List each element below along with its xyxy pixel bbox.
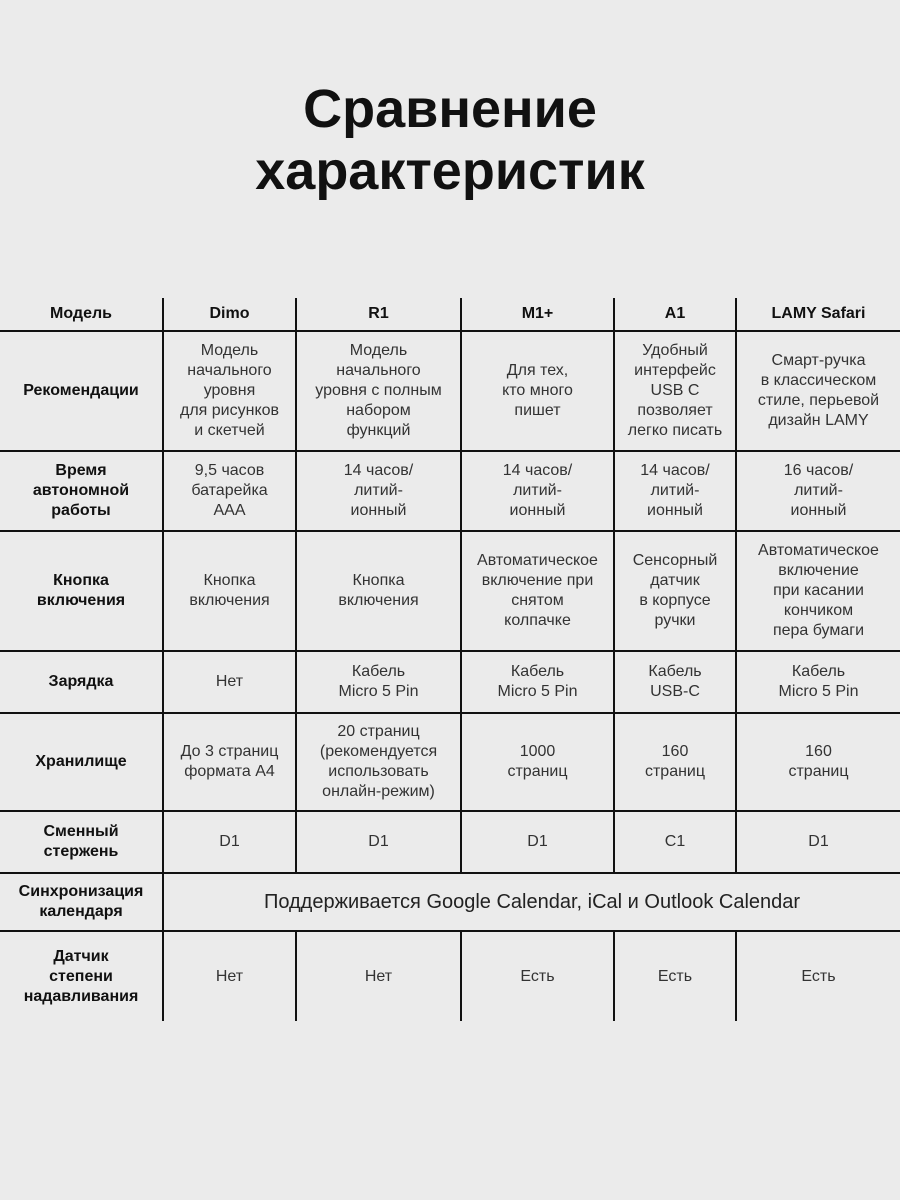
table-cell: Модель начального уровня с полным набором функций <box>296 331 461 451</box>
table-cell: Автоматическое включение при снятом колпачке <box>461 531 614 651</box>
row-refill <box>0 811 900 873</box>
header-model-label: Модель <box>50 305 112 322</box>
row-label: Сменный стержень <box>0 811 163 873</box>
page-title <box>0 78 900 202</box>
row-calendar <box>0 873 900 931</box>
table-cell: Кнопка включения <box>163 531 296 651</box>
table-cell: 1000 страниц <box>461 713 614 811</box>
table-cell: Кабель Micro 5 Pin <box>461 651 614 713</box>
table-cell: Кабель Micro 5 Pin <box>296 651 461 713</box>
table-cell: 14 часов/ литий- ионный <box>296 451 461 531</box>
row-label: Зарядка <box>0 651 163 713</box>
table-cell: C1 <box>614 811 736 873</box>
table-cell: Смарт-ручка в классическом стиле, перьевой дизайн LAMY <box>736 331 900 451</box>
calendar-support-text: Поддерживается Google Calendar, iCal и Outlook Calendar <box>163 873 900 931</box>
table-cell: Автоматическое включение при касании кончиком пера бумаги <box>736 531 900 651</box>
row-charging <box>0 651 900 713</box>
table-cell: 9,5 часов батарейка AAA <box>163 451 296 531</box>
table-cell: Удобный интерфейс USB C позволяет легко писать <box>614 331 736 451</box>
table-cell: D1 <box>736 811 900 873</box>
table-cell: Для тех, кто много пишет <box>461 331 614 451</box>
row-pressure <box>0 931 900 1021</box>
header-m1plus: M1+ <box>461 298 614 331</box>
table-cell: 16 часов/ литий- ионный <box>736 451 900 531</box>
table-cell: Нет <box>163 651 296 713</box>
table-cell: Модель начального уровня для рисунков и скетчей <box>163 331 296 451</box>
row-battery <box>0 451 900 531</box>
row-power-button <box>0 531 900 651</box>
table-cell: 160 страниц <box>614 713 736 811</box>
table-cell: 160 страниц <box>736 713 900 811</box>
row-recommendations <box>0 331 900 451</box>
table-cell: До 3 страниц формата А4 <box>163 713 296 811</box>
row-label: Датчик степени надавливания <box>0 931 163 1021</box>
table-cell: D1 <box>163 811 296 873</box>
table-cell: Сенсорный датчик в корпусе ручки <box>614 531 736 651</box>
table-cell: Есть <box>461 931 614 1021</box>
table-cell: Кабель USB-C <box>614 651 736 713</box>
table-cell: Есть <box>736 931 900 1021</box>
title-line-2: характеристик <box>255 141 645 201</box>
title-line-1: Сравнение <box>303 79 597 139</box>
row-label: Синхронизация календаря <box>0 873 163 931</box>
header-r1: R1 <box>296 298 461 331</box>
row-label: Хранилище <box>0 713 163 811</box>
row-label: Рекомендации <box>0 331 163 451</box>
header-a1: A1 <box>614 298 736 331</box>
comparison-table <box>0 298 900 1021</box>
header-lamy-safari: LAMY Safari <box>736 298 900 331</box>
table-cell: Кабель Micro 5 Pin <box>736 651 900 713</box>
row-storage <box>0 713 900 811</box>
table-cell: Есть <box>614 931 736 1021</box>
table-cell: 14 часов/ литий- ионный <box>461 451 614 531</box>
row-label: Кнопка включения <box>0 531 163 651</box>
table-cell: 14 часов/ литий- ионный <box>614 451 736 531</box>
table-cell: 20 страниц (рекомендуется использовать онлайн-режим) <box>296 713 461 811</box>
table-header-row <box>0 298 900 331</box>
table-cell: Нет <box>296 931 461 1021</box>
table-cell: D1 <box>461 811 614 873</box>
table-cell: Кнопка включения <box>296 531 461 651</box>
table-cell: Нет <box>163 931 296 1021</box>
header-dimo: Dimo <box>163 298 296 331</box>
table-cell: D1 <box>296 811 461 873</box>
row-label: Время автономной работы <box>0 451 163 531</box>
